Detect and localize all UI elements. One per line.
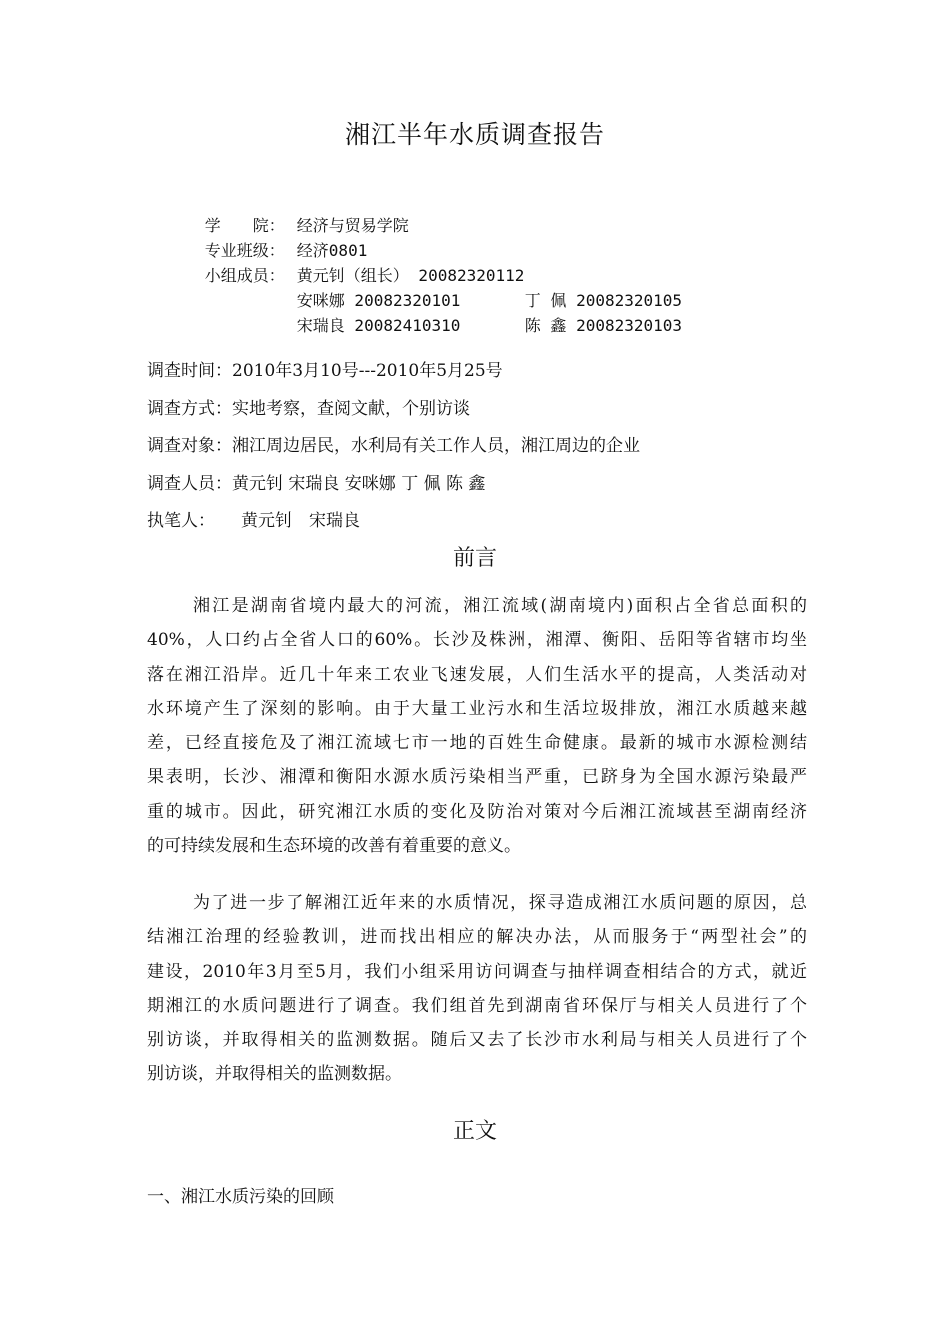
paragraph-line: 结湘江治理的经验教训，进而找出相应的解决办法，从而服务于“两型社会”的 — [147, 927, 807, 948]
section-1-heading: 一、湘江水质污染的回顾 — [147, 1187, 334, 1207]
survey-staff-value: 黄元钊 宋瑞良 安咪娜 丁 佩 陈 鑫 — [232, 473, 486, 494]
leader-entry: 黄元钊（组长） 20082320112 — [296, 266, 525, 285]
survey-method-row — [147, 391, 640, 429]
member-entry: 丁 佩 20082320105 — [524, 291, 683, 310]
member-entry: 安咪娜 20082320101 — [296, 291, 461, 310]
paragraph-line: 的可持续发展和生态环境的改善有着重要的意义。 — [147, 836, 521, 857]
paragraph-line: 重的城市。因此，研究湘江水质的变化及防治对策对今后湘江流域甚至湖南经济 — [147, 801, 807, 822]
survey-writer-row — [147, 503, 640, 541]
author-info-block — [147, 188, 683, 335]
survey-staff-label: 调查人员： — [147, 473, 232, 494]
college-label: 学 院： — [204, 216, 285, 235]
member-entry: 宋瑞良 20082410310 — [296, 316, 461, 335]
survey-time-value: 2010年3月10号---2010年5月25号 — [232, 361, 503, 381]
document-title: 湘江半年水质调查报告 — [344, 120, 605, 149]
survey-writer-label: 执笔人： — [147, 511, 215, 531]
paragraph-line: 湘江是湖南省境内最大的河流，湘江流域(湖南境内)面积占全省总面积的 — [193, 596, 807, 616]
preface-paragraph-2 — [147, 886, 807, 1092]
paragraph-line: 别访谈，并取得相关的监测数据。随后又去了长沙市水利局与相关人员进行了个 — [147, 1030, 807, 1051]
survey-method-value: 实地考察，查阅文献，个别访谈 — [232, 398, 470, 419]
paragraph-line: 落在湘江沿岸。近几十年来工农业飞速发展，人们生活水平的提高，人类活动对 — [147, 664, 807, 685]
college-row — [147, 188, 682, 235]
survey-time-label: 调查时间： — [147, 361, 232, 381]
paragraph-line: 40%，人口约占全省人口的60%。长沙及株洲，湘潭、衡阳、岳阳等省辖市均坐 — [147, 630, 807, 651]
paragraph-line: 差，已经直接危及了湘江流域七市一地的百姓生命健康。最新的城市水源检测结 — [147, 733, 807, 754]
college-value: 经济与贸易学院 — [296, 216, 409, 235]
survey-object-row — [147, 428, 640, 466]
paragraph-line: 果表明，长沙、湘潭和衡阳水源水质污染相当严重，已跻身为全国水源污染最严 — [147, 767, 807, 788]
paragraph-line: 为了进一步了解湘江近年来的水质情况，探寻造成湘江水质问题的原因，总 — [193, 893, 807, 913]
paragraph-line: 水环境产生了深刻的影响。由于大量工业污水和生活垃圾排放，湘江水质越来越 — [147, 698, 807, 719]
survey-method-label: 调查方式： — [147, 398, 232, 419]
class-value: 经济0801 — [296, 241, 368, 260]
survey-time-row — [147, 353, 640, 391]
preface-heading: 前言 — [452, 546, 497, 571]
survey-info-block — [147, 353, 640, 541]
paragraph-line: 别访谈，并取得相关的监测数据。 — [147, 1064, 402, 1085]
survey-staff-row — [147, 466, 640, 504]
survey-object-label: 调查对象： — [147, 436, 232, 456]
survey-writer-value: 黄元钊 宋瑞良 — [241, 511, 360, 531]
body-heading: 正文 — [452, 1119, 497, 1144]
paragraph-line: 建设，2010年3月至5月，我们小组采用访问调查与抽样调查相结合的方式，就近 — [147, 961, 807, 982]
members-label: 小组成员： — [204, 266, 285, 285]
class-label: 专业班级： — [204, 241, 285, 260]
survey-object-value: 湘江周边居民，水利局有关工作人员，湘江周边的企业 — [232, 436, 640, 456]
paragraph-line: 期湘江的水质问题进行了调查。我们组首先到湖南省环保厅与相关人员进行了个 — [147, 995, 807, 1016]
preface-paragraph-1 — [147, 589, 807, 863]
member-entry: 陈 鑫 20082320103 — [524, 316, 683, 335]
